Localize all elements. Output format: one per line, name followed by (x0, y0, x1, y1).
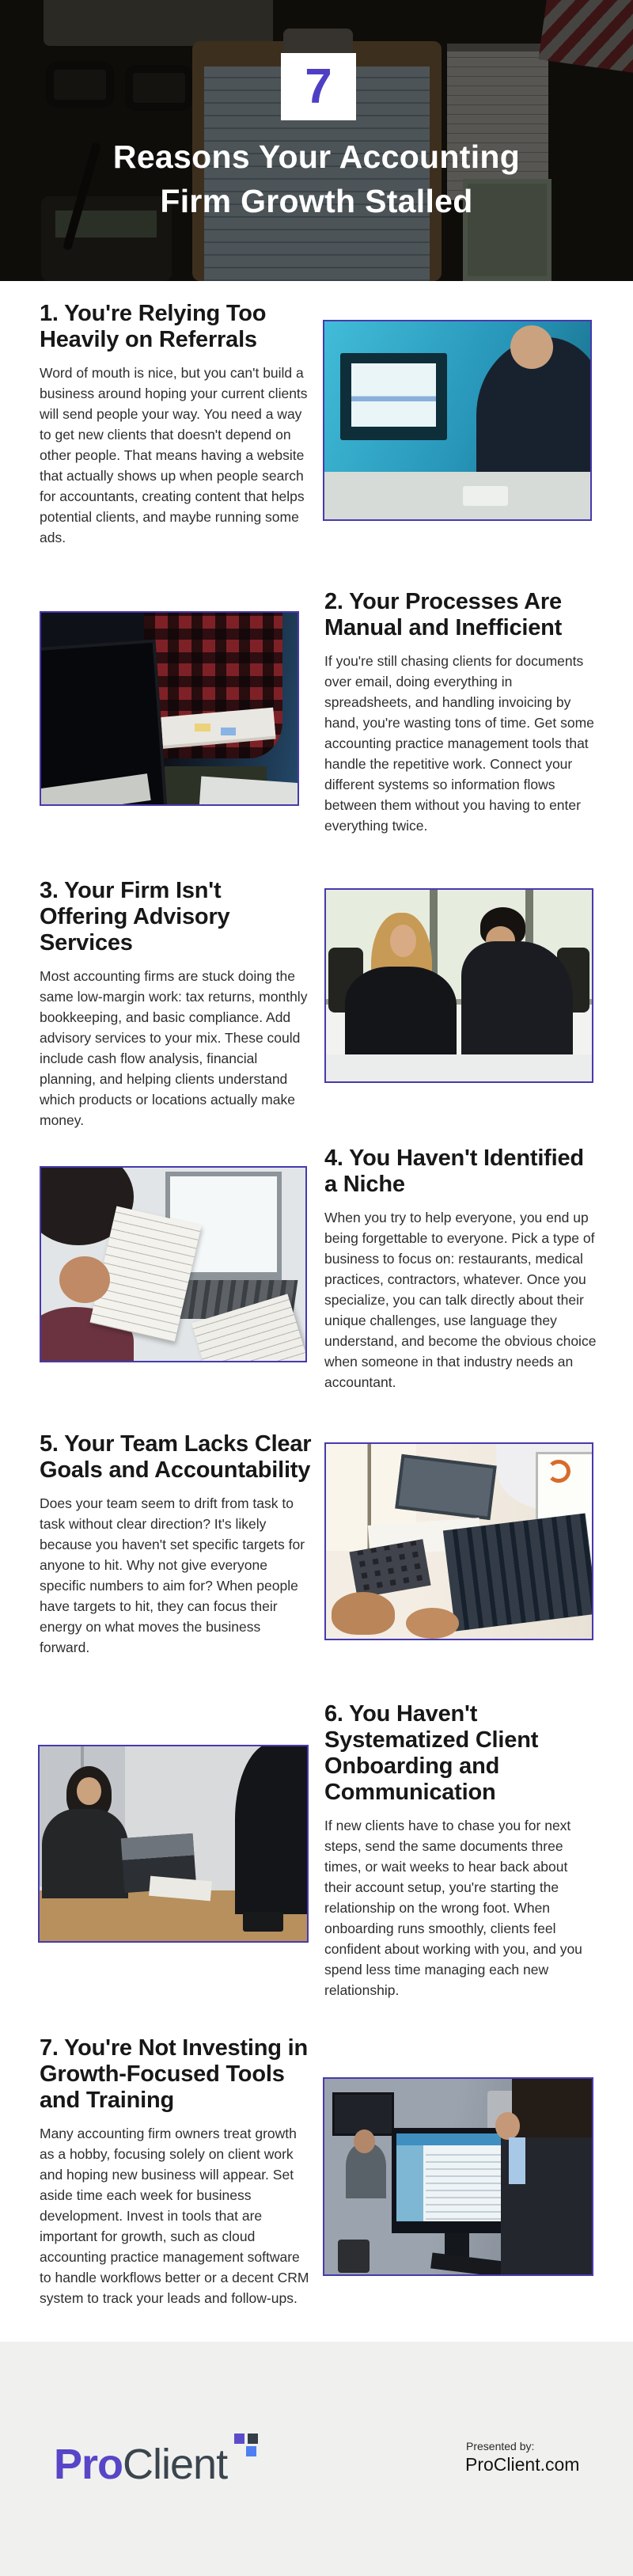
section-1-body: Word of mouth is nice, but you can't build a business around hoping your current clients will send people your way. You need a way to get new clients that doesn't depend on other people. That means having a website that actually shows up when people search for accountants, creating content that helps potential clients, and maybe running some ads. (40, 365, 308, 545)
logo-purple-square (234, 2434, 244, 2444)
presented-by-site: ProClient.com (465, 2454, 580, 2475)
presented-by-label: Presented by: (466, 2440, 535, 2453)
section-4-photo (40, 1166, 307, 1362)
section-2-body: If you're still chasing clients for documents over email, doing everything in spreadsheets, and handling invoicing by hand, you're wasting tons of time. Get some accounting practice management tools that handle the repetitive work. Connect your different systems so information flows between them without you having to enter everything twice. (324, 653, 594, 834)
section-4-text (324, 1146, 598, 1392)
section-6-text (324, 1701, 598, 2000)
section-5-photo (324, 1442, 593, 1640)
logo-pro-text: Pro (54, 2441, 123, 2488)
section-3-body: Most accounting firms are stuck doing the same low-margin work: tax returns, monthly bookkeeping, and basic compliance. Add advisory services to your mix. These could include cash flow analysis, financial planning, and helping clients understand which products or locations actually make money. (40, 968, 308, 1128)
section-3-text (40, 878, 313, 1130)
section-5-heading: 5. Your Team Lacks Clear Goals and Accountability (40, 1431, 312, 1483)
section-7-text (40, 2035, 313, 2308)
page-title (0, 135, 633, 223)
section-3-heading: 3. Your Firm Isn't Offering Advisory Services (40, 878, 230, 956)
section-6-photo (38, 1745, 309, 1943)
section-4-heading: 4. You Haven't Identified a Niche (324, 1146, 584, 1197)
section-4-body: When you try to help everyone, you end up being forgettable to everyone. Pick a type of business to focus on: restaurants, medical practices, contractors, whatever. Once you specialize, you can talk directly about their unique challenges, use language they understand, and become the obvious choice when someone in that industry needs an accountant. (324, 1210, 597, 1390)
section-2-photo (40, 611, 299, 806)
page-title-line1: Reasons Your Accounting (112, 139, 521, 175)
section-2-heading: 2. Your Processes Are Manual and Inefficient (324, 589, 563, 640)
header-banner (0, 0, 633, 281)
section-3-photo (324, 888, 593, 1083)
section-5-text (40, 1431, 313, 1658)
logo-blue-square (246, 2446, 256, 2456)
section-5-body: Does your team seem to drift from task to task without clear direction? It's likely because you haven't set specific targets for anyone to hit. Why not give everyone specific numbers to aim for? When people have targets to hit, they can focus their energy on what moves the business forward. (40, 1495, 305, 1655)
count-badge: 7 (281, 53, 356, 120)
section-7-photo (323, 2077, 593, 2276)
section-2-text (324, 589, 598, 836)
section-1-photo (323, 320, 592, 521)
section-7-heading: 7. You're Not Investing in Growth-Focused Tools and Training (40, 2035, 309, 2113)
logo-client-text: Client (123, 2441, 228, 2488)
section-1-heading: 1. You're Relying Too Heavily on Referrals (40, 301, 267, 352)
section-6-heading: 6. You Haven't Systematized Client Onboarding and Communication (324, 1701, 539, 1805)
proclient-logo (54, 2443, 227, 2486)
section-6-body: If new clients have to chase you for next steps, send the same documents three times, or wait weeks to hear back about their account setup, you're starting the relationship on the wrong foot. When onboarding runs smoothly, clients feel confident about working with you, and you spend less time managing each new relationship. (324, 1818, 582, 1998)
page-title-line2: Firm Growth Stalled (160, 183, 473, 219)
section-7-body: Many accounting firm owners treat growth as a hobby, focusing solely on client work and hoping new business will appear. Set aside time each week for business development. Invest in tools that are important for growth, such as cloud accounting practice management software to handle workflows better or a decent CRM system to track your leads and follow-ups. (40, 2126, 309, 2306)
section-1-text (40, 301, 313, 548)
logo-slate-square (248, 2434, 258, 2444)
